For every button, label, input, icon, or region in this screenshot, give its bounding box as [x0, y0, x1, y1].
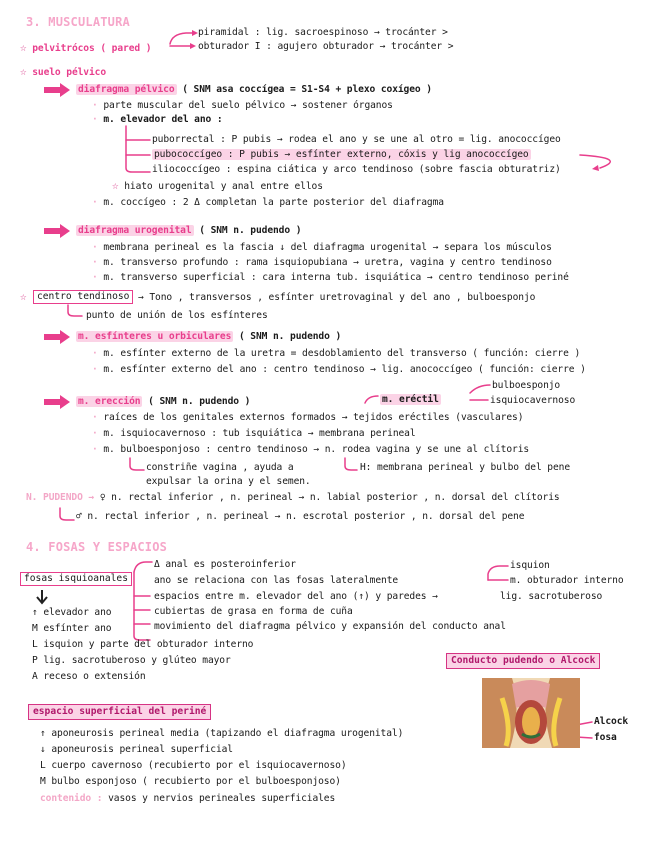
hiato-row: ☆ hiato urogenital y anal entre ellos [112, 179, 323, 192]
ereccion-line-5: expulsar la orina y el semen. [146, 476, 311, 487]
urogenital-line-1: · membrana perineal es la fascia ↓ del diafragma urogenital → separa los músculos [92, 242, 552, 253]
ereccion-note: ( SNM n. pudendo ) [148, 396, 251, 407]
star-icon: ☆ [20, 65, 27, 78]
centro-tendinoso-box: centro tendinoso [33, 290, 133, 304]
centro-text: → Tono , transversos , esfínter uretrovaginal y del ano , bulboesponjo [138, 292, 536, 303]
superficial-line-3: L cuerpo cavernoso (recubierto por el isquiocavernoso) [40, 760, 347, 771]
erectil-branch-1: bulboesponjo [492, 380, 561, 391]
diafragma-pelvico-note: ( SNM asa coccígea = S1-S4 + plexo coxígeo ) [182, 84, 432, 95]
ereccion-line-3: · m. bulboesponjoso : centro tendinoso → n. rodea vagina y se une al clítoris [92, 444, 530, 455]
fosas-line-5: movimiento del diafragma pélvico y expansión del conducto anal [154, 621, 506, 632]
pelvi-item-1: piramidal : lig. sacroespinoso → trocánter > [198, 27, 448, 38]
urogenital-line-3: · m. transverso superficial : cara interna tub. isquiática → centro tendinoso periné [92, 272, 569, 283]
fosas-right-2: m. obturador interno [510, 575, 624, 586]
contenido-label: contenido : [40, 793, 103, 804]
anatomy-figure [482, 678, 580, 748]
fosas-right-1: isquion [510, 560, 550, 571]
elevador-sub-2: pubococcígeo : P pubis → esfínter externo, cóxis y lig anococcígeo [154, 149, 529, 160]
elevador-sub-1: puborrectal : P pubis → rodea el ano y se une al otro = lig. anococcígeo [152, 134, 561, 145]
star-icon: ☆ [112, 179, 119, 192]
fosas-line-2: ano se relaciona con las fosas lateralmente [154, 575, 399, 586]
pudendo-label: N. PUDENDO → [26, 492, 95, 503]
diafragma-pelvico-row [76, 84, 432, 96]
limit-1: ↑ elevador ano [32, 607, 112, 618]
limit-3: L isquion y parte del obturador interno [32, 639, 254, 650]
esfinteres-title: m. esfínteres u orbiculares [78, 331, 232, 342]
ereccion-line-4b: H: membrana perineal y bulbo del pene [360, 462, 571, 473]
pelvi-item-2: obturador I : agujero obturador → trocánter > [198, 41, 454, 52]
ereccion-title: m. erección [78, 396, 141, 407]
urogenital-note: ( SNM n. pudendo ) [199, 225, 302, 236]
elevador-sub-3: iliococcígeo : espina ciática y arco tendinoso (sobre fascia obturatriz) [152, 164, 561, 175]
star-icon: ☆ [20, 41, 27, 54]
fosas-label-box: fosas isquioanales [20, 572, 132, 586]
suelo-row [20, 66, 106, 79]
fosas-line-1: Δ anal es posteroinferior [154, 559, 296, 570]
urogenital-title: diafragma urogenital [78, 225, 192, 236]
diafragma-line-1: · parte muscular del suelo pélvico → sostener órganos [92, 100, 393, 111]
ereccion-line-1: · raíces de los genitales externos formados → tejidos eréctiles (vasculares) [92, 412, 524, 423]
figure-label-fosa: fosa [594, 732, 617, 743]
section-3-title: 3. MUSCULATURA [26, 15, 130, 29]
esfinteres-line-1: · m. esfínter externo de la uretra = desdoblamiento del transverso ( función: cierre ) [92, 348, 581, 359]
coccigeo-row: · m. coccígeo : 2 Δ completan la parte posterior del diafragma [92, 197, 444, 208]
figure-label-alcock: Alcock [594, 716, 629, 727]
fosas-line-4: cubiertas de grasa en forma de cuña [154, 606, 353, 617]
suelo-label: suelo pélvico [32, 67, 107, 78]
pudendo-female: ♀ n. rectal inferior , n. perineal → n. labial posterior , n. dorsal del clítoris [99, 492, 560, 503]
superficial-line-2: ↓ aponeurosis perineal superficial [40, 744, 233, 755]
pudendo-female-row [26, 492, 560, 504]
pudendo-male: ♂ n. rectal inferior , n. perineal → n. escrotal posterior , n. dorsal del pene [76, 511, 525, 522]
contenido-text: vasos y nervios perineales superficiales [108, 793, 336, 804]
urogenital-row [76, 225, 301, 237]
ereccion-line-2: · m. isquiocavernoso : tub isquiática → membrana perineal [92, 428, 416, 439]
urogenital-line-2: · m. transverso profundo : rama isquiopubiana → uretra, vagina y centro tendinoso [92, 257, 552, 268]
esfinteres-line-2: · m. esfínter externo del ano : centro tendinoso → lig. anococcígeo ( función: cierre ) [92, 364, 586, 375]
superficial-line-4: M bulbo esponjoso ( recubierto por el bulboesponjoso) [40, 776, 341, 787]
esfinteres-note: ( SNM n. pudendo ) [238, 331, 342, 342]
erectil-branch-2: isquiocavernoso [490, 395, 576, 406]
pelvi-label: pelvitrócos ( pared ) [32, 43, 152, 54]
ereccion-row [76, 396, 250, 408]
fosas-right-3: lig. sacrotuberoso [500, 591, 603, 602]
diafragma-line-2: · m. elevador del ano : [92, 114, 223, 125]
alcock-label-box: Conducto pudendo o Alcock [446, 653, 600, 669]
diafragma-pelvico-title: diafragma pélvico [78, 84, 175, 95]
limit-5: A receso o extensión [32, 671, 146, 682]
superficial-line-1: ↑ aponeurosis perineal media (tapizando el diafragma urogenital) [40, 728, 404, 739]
fosas-line-3: espacios entre m. elevador del ano (↑) y paredes → [154, 591, 438, 602]
centro-text-2: punto de unión de los esfínteres [86, 310, 268, 321]
esfinteres-row [76, 331, 341, 343]
superficial-label-box: espacio superficial del periné [28, 704, 211, 720]
section-4-title: 4. FOSAS Y ESPACIOS [26, 540, 168, 554]
limit-2: M esfínter ano [32, 623, 112, 634]
centro-star: ☆ [20, 290, 27, 303]
ereccion-line-4a: constriñe vagina , ayuda a [146, 462, 294, 473]
contenido-row [40, 793, 335, 805]
limit-4: P lig. sacrotuberoso y glúteo mayor [32, 655, 231, 666]
erectil-label: m. eréctil [382, 394, 439, 405]
pelvi-row [20, 42, 151, 55]
